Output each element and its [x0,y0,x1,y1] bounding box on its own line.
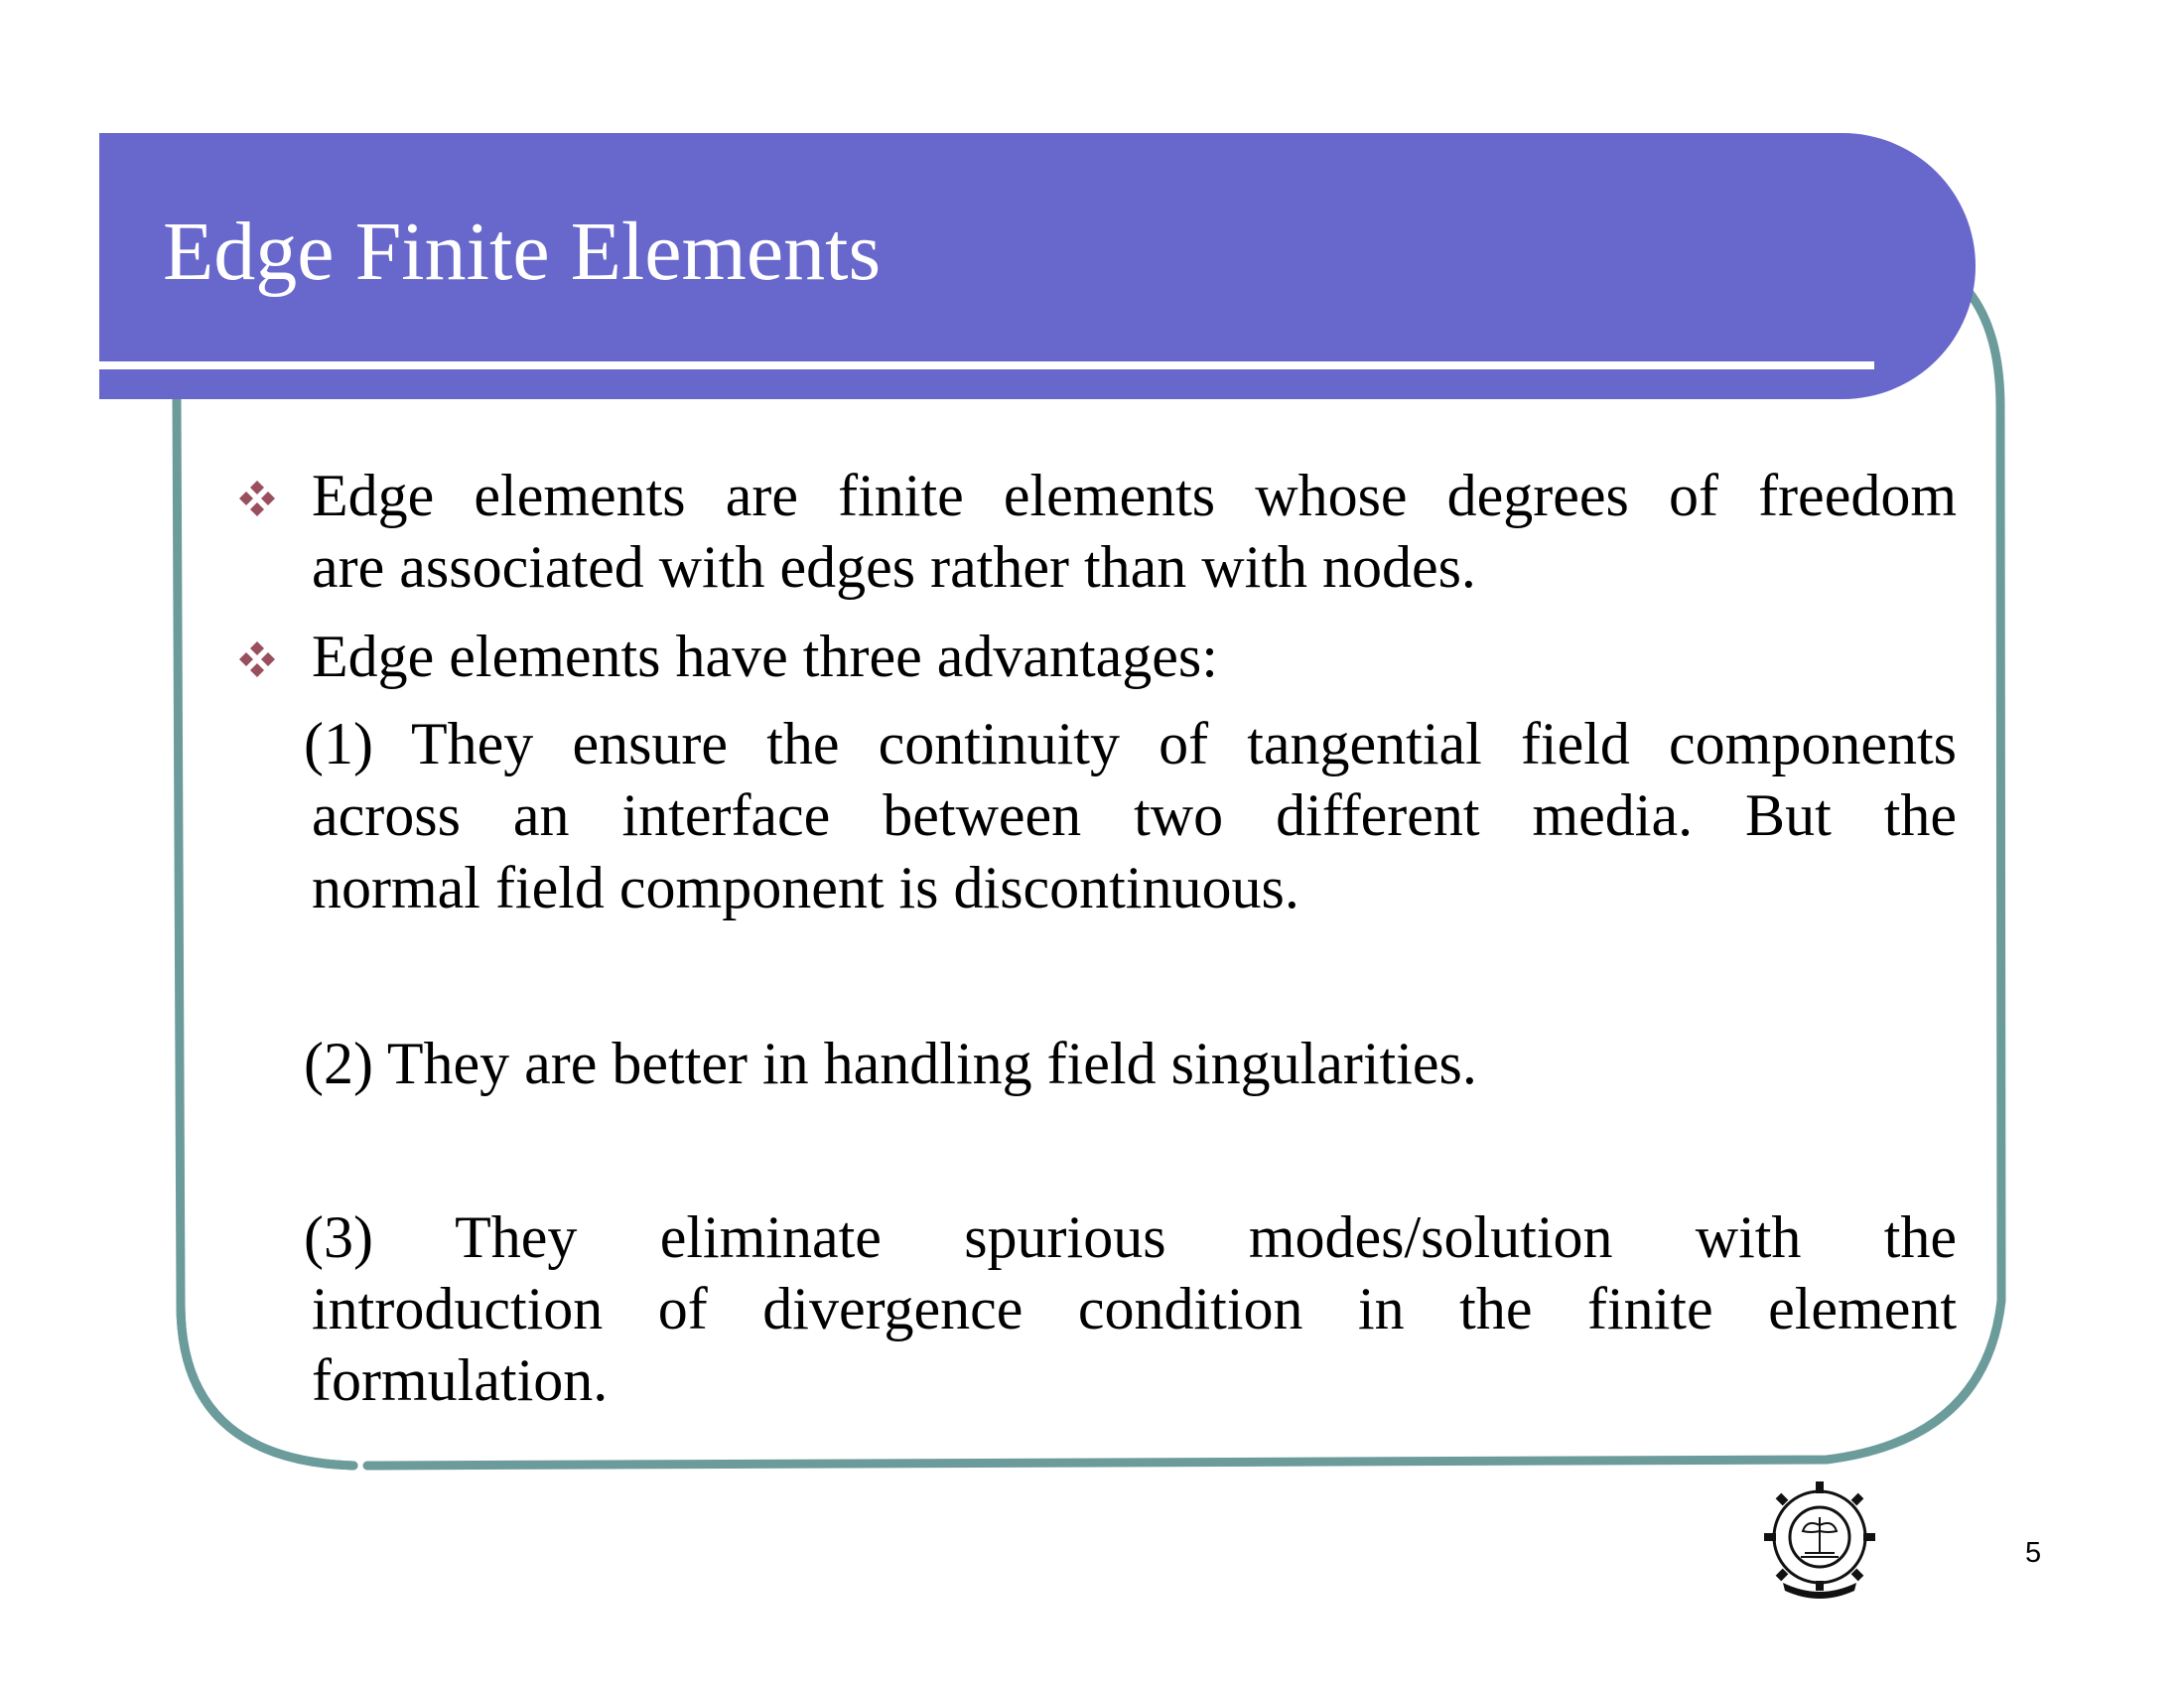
advantage2-line: (2) They are better in handling field singularities. [304,1031,1477,1096]
slide-title: Edge Finite Elements [163,206,882,298]
diamond-bullet-icon [238,640,276,678]
point1-line2: are associated with edges rather than with nodes. [312,534,1476,600]
advantage3-line2: introduction of divergence condition in the finite element [312,1276,1957,1341]
advantage1-line3: normal field component is discontinuous. [312,855,1299,920]
page-number: 5 [2025,1537,2042,1569]
diamond-bullet-icon [238,480,276,517]
advantage1-line2: across an interface between two different media. But the [312,782,1957,848]
point2-line: Edge elements have three advantages: [312,624,1218,689]
institute-seal-logo [1755,1476,1884,1605]
advantage1-line1: (1) They ensure the continuity of tangential field components [304,711,1957,776]
advantage3-line1: (3) They eliminate spurious modes/solution with the [304,1204,1957,1270]
point1-line1: Edge elements are finite elements whose degrees of freedom [312,463,1957,528]
advantage3-line3: formulation. [312,1347,609,1413]
